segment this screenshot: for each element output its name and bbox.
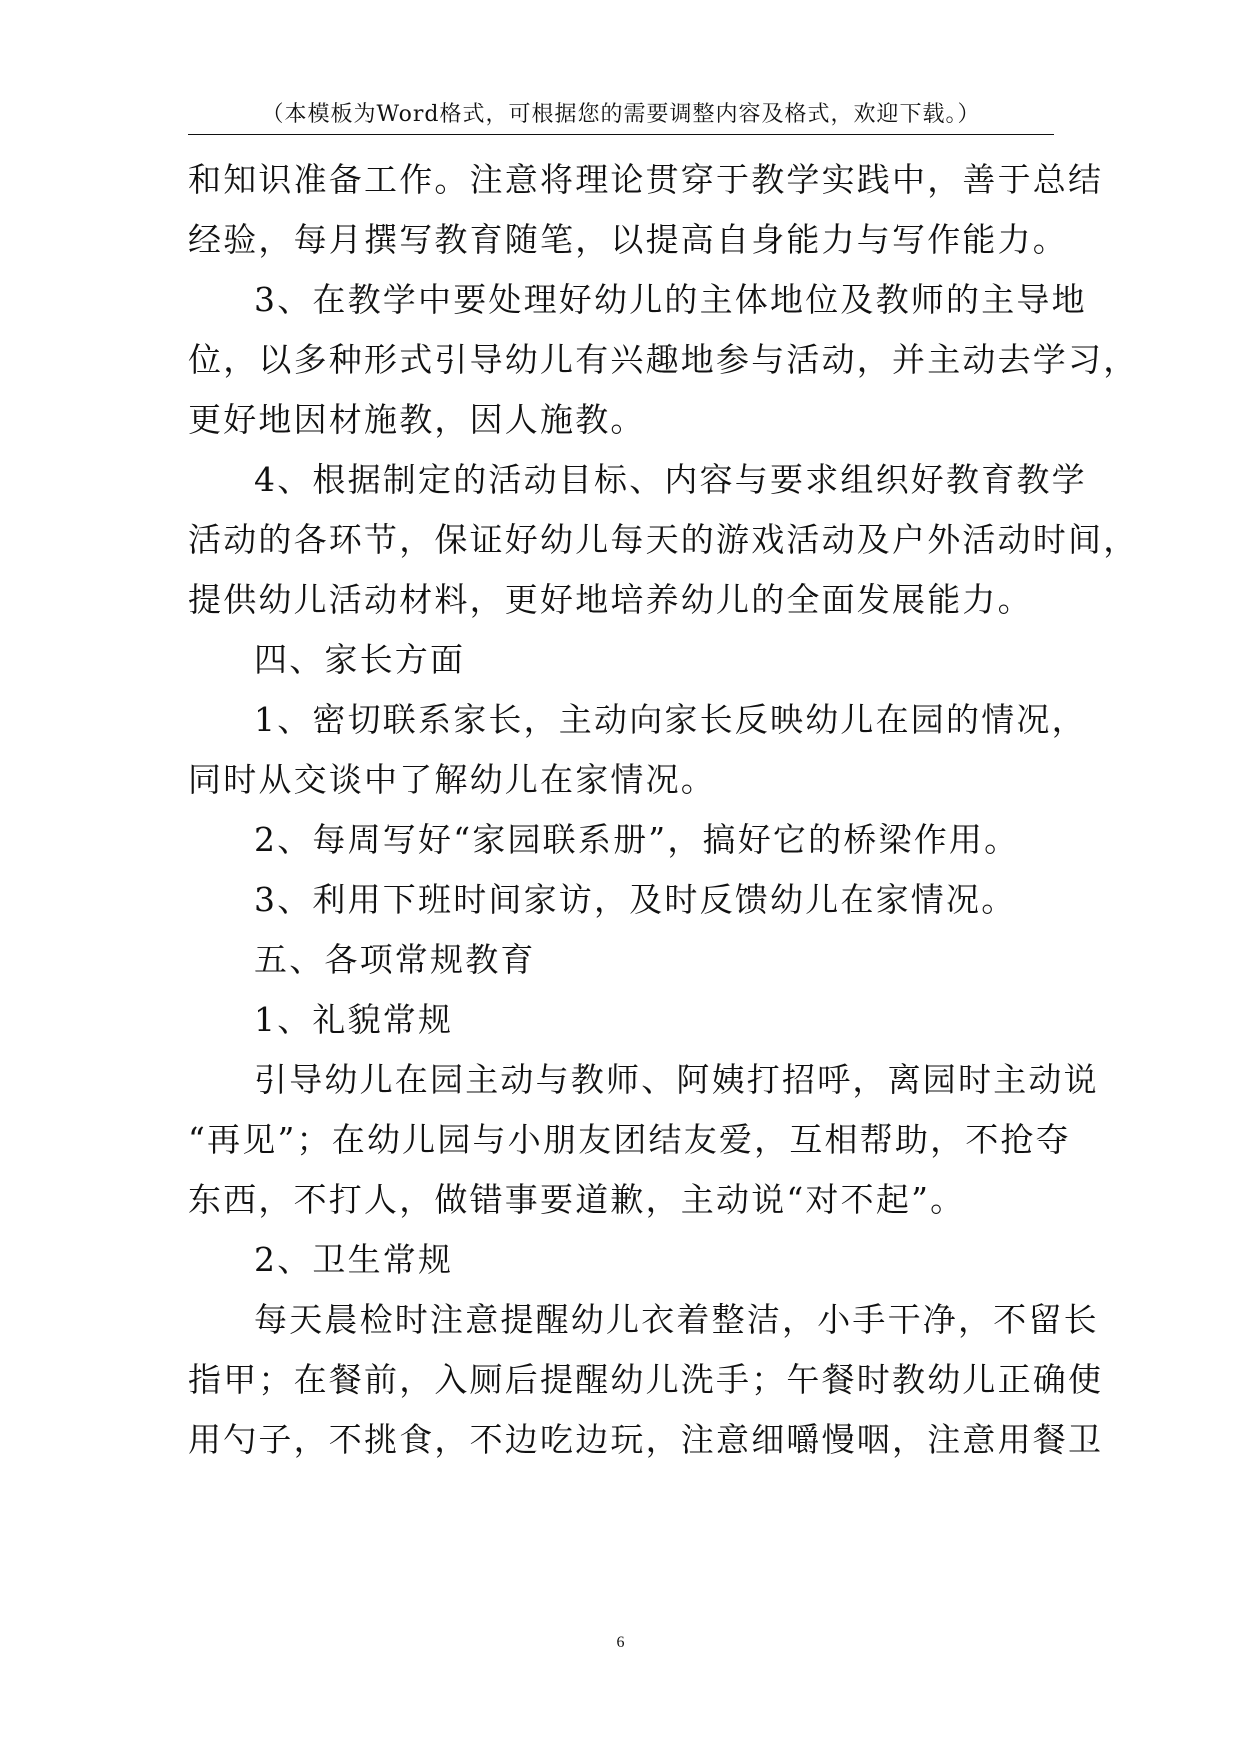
text-line: 用勺子，不挑食，不边吃边玩，注意细嚼慢咽，注意用餐卫 [188, 1420, 1104, 1459]
text-line: 提供幼儿活动材料，更好地培养幼儿的全面发展能力。 [188, 580, 1033, 619]
text-line: 位，以多种形式引导幼儿有兴趣地参与活动，并主动去学习， [188, 340, 1139, 379]
section-heading: 五、各项常规教育 [254, 940, 536, 979]
body-text [188, 150, 1139, 1470]
text-line: 东西，不打人，做错事要道歉，主动说“对不起”。 [188, 1180, 966, 1219]
header-rule [188, 134, 1054, 135]
text-line: 和知识准备工作。注意将理论贯穿于教学实践中，善于总结 [188, 160, 1104, 199]
text-line: 同时从交谈中了解幼儿在家情况。 [188, 760, 716, 799]
text-line: 3、利用下班时间家访，及时反馈幼儿在家情况。 [254, 880, 1017, 919]
subsection-heading: 1、礼貌常规 [254, 1000, 454, 1039]
text-line: 引导幼儿在园主动与教师、阿姨打招呼，离园时主动说 [254, 1060, 1099, 1099]
text-line: 2、每周写好“家园联系册”，搞好它的桥梁作用。 [254, 820, 1020, 859]
text-line: 3、在教学中要处理好幼儿的主体地位及教师的主导地 [254, 280, 1087, 319]
text-line: 4、根据制定的活动目标、内容与要求组织好教育教学 [254, 460, 1087, 499]
text-line: 活动的各环节，保证好幼儿每天的游戏活动及户外活动时间， [188, 520, 1139, 559]
text-line: 1、密切联系家长，主动向家长反映幼儿在园的情况， [254, 700, 1087, 739]
text-line: 指甲；在餐前，入厕后提醒幼儿洗手；午餐时教幼儿正确使 [188, 1360, 1104, 1399]
page-number: 6 [616, 1634, 625, 1651]
text-line: 每天晨检时注意提醒幼儿衣着整洁，小手干净，不留长 [254, 1300, 1099, 1339]
text-line: “再见”；在幼儿园与小朋友团结友爱，互相帮助，不抢夺 [188, 1120, 1071, 1159]
text-line: 经验，每月撰写教育随笔，以提高自身能力与写作能力。 [188, 220, 1068, 259]
subsection-heading: 2、卫生常规 [254, 1240, 454, 1279]
header-note: （本模板为Word格式，可根据您的需要调整内容及格式，欢迎下载。） [261, 102, 981, 127]
section-heading: 四、家长方面 [254, 640, 466, 679]
text-line: 更好地因材施教，因人施教。 [188, 400, 646, 439]
